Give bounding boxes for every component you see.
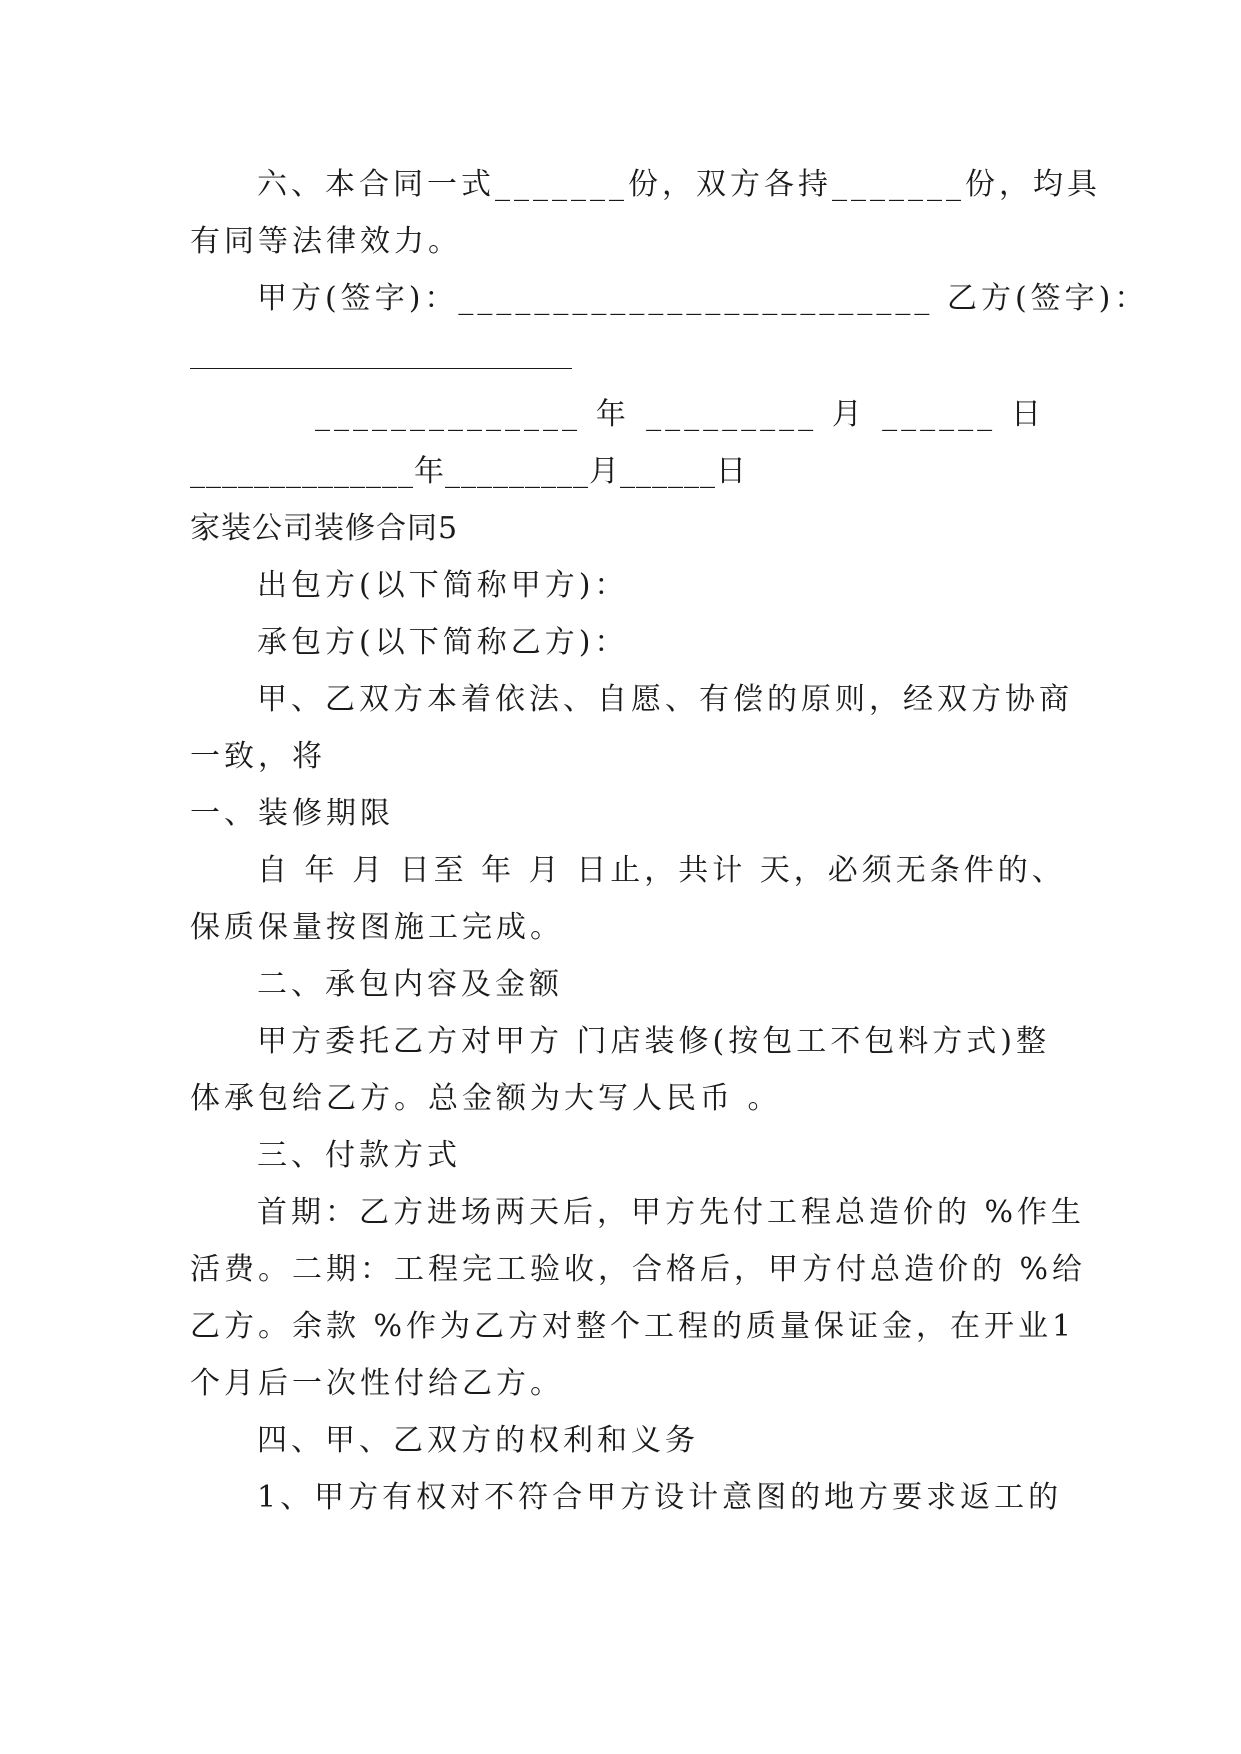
- rights-line-1: 1、甲方有权对不符合甲方设计意图的地方要求返工的: [257, 1480, 1063, 1515]
- payment-line-1: 首期：乙方进场两天后，甲方先付工程总造价的 %作生: [257, 1195, 1086, 1230]
- date-line-1: ______________ 年 _________ 月 ______ 日: [315, 397, 1045, 432]
- heading-1: 一、装修期限: [190, 796, 394, 831]
- date-line-2: ______________年_________月______日: [190, 454, 747, 489]
- payment-line-2: 活费。二期：工程完工验收，合格后，甲方付总造价的 %给: [190, 1252, 1087, 1287]
- scope-line-2: 体承包给乙方。总金额为大写人民币 。: [190, 1081, 782, 1116]
- payment-line-3: 乙方。余款 %作为乙方对整个工程的质量保证金，在开业1: [190, 1309, 1076, 1344]
- heading-4: 四、甲、乙双方的权利和义务: [257, 1423, 699, 1458]
- clause-6-line-2: 有同等法律效力。: [190, 224, 462, 259]
- heading-2: 二、承包内容及金额: [257, 967, 563, 1002]
- preamble-line-1: 甲、乙双方本着依法、自愿、有偿的原则，经双方协商: [257, 682, 1073, 717]
- payment-line-4: 个月后一次性付给乙方。: [190, 1366, 564, 1401]
- term-line-2: 保质保量按图施工完成。: [190, 910, 564, 945]
- contractor-in-line: 承包方(以下简称乙方)：: [257, 625, 629, 660]
- party-b-signature-blank: [190, 368, 572, 369]
- section-title: 家装公司装修合同5: [190, 511, 459, 546]
- contractor-out-line: 出包方(以下简称甲方)：: [257, 568, 629, 603]
- scope-line-1: 甲方委托乙方对甲方 门店装修(按包工不包料方式)整: [257, 1024, 1050, 1059]
- signature-line: 甲方(签字)：_________________________ 乙方(签字)：: [257, 281, 1149, 316]
- heading-3: 三、付款方式: [257, 1138, 461, 1173]
- preamble-line-2: 一致，将: [190, 739, 326, 774]
- term-line-1: 自 年 月 日至 年 月 日止，共计 天，必须无条件的、: [257, 853, 1066, 888]
- clause-6-line-1: 六、本合同一式_______份，双方各持_______份，均具: [257, 167, 1101, 202]
